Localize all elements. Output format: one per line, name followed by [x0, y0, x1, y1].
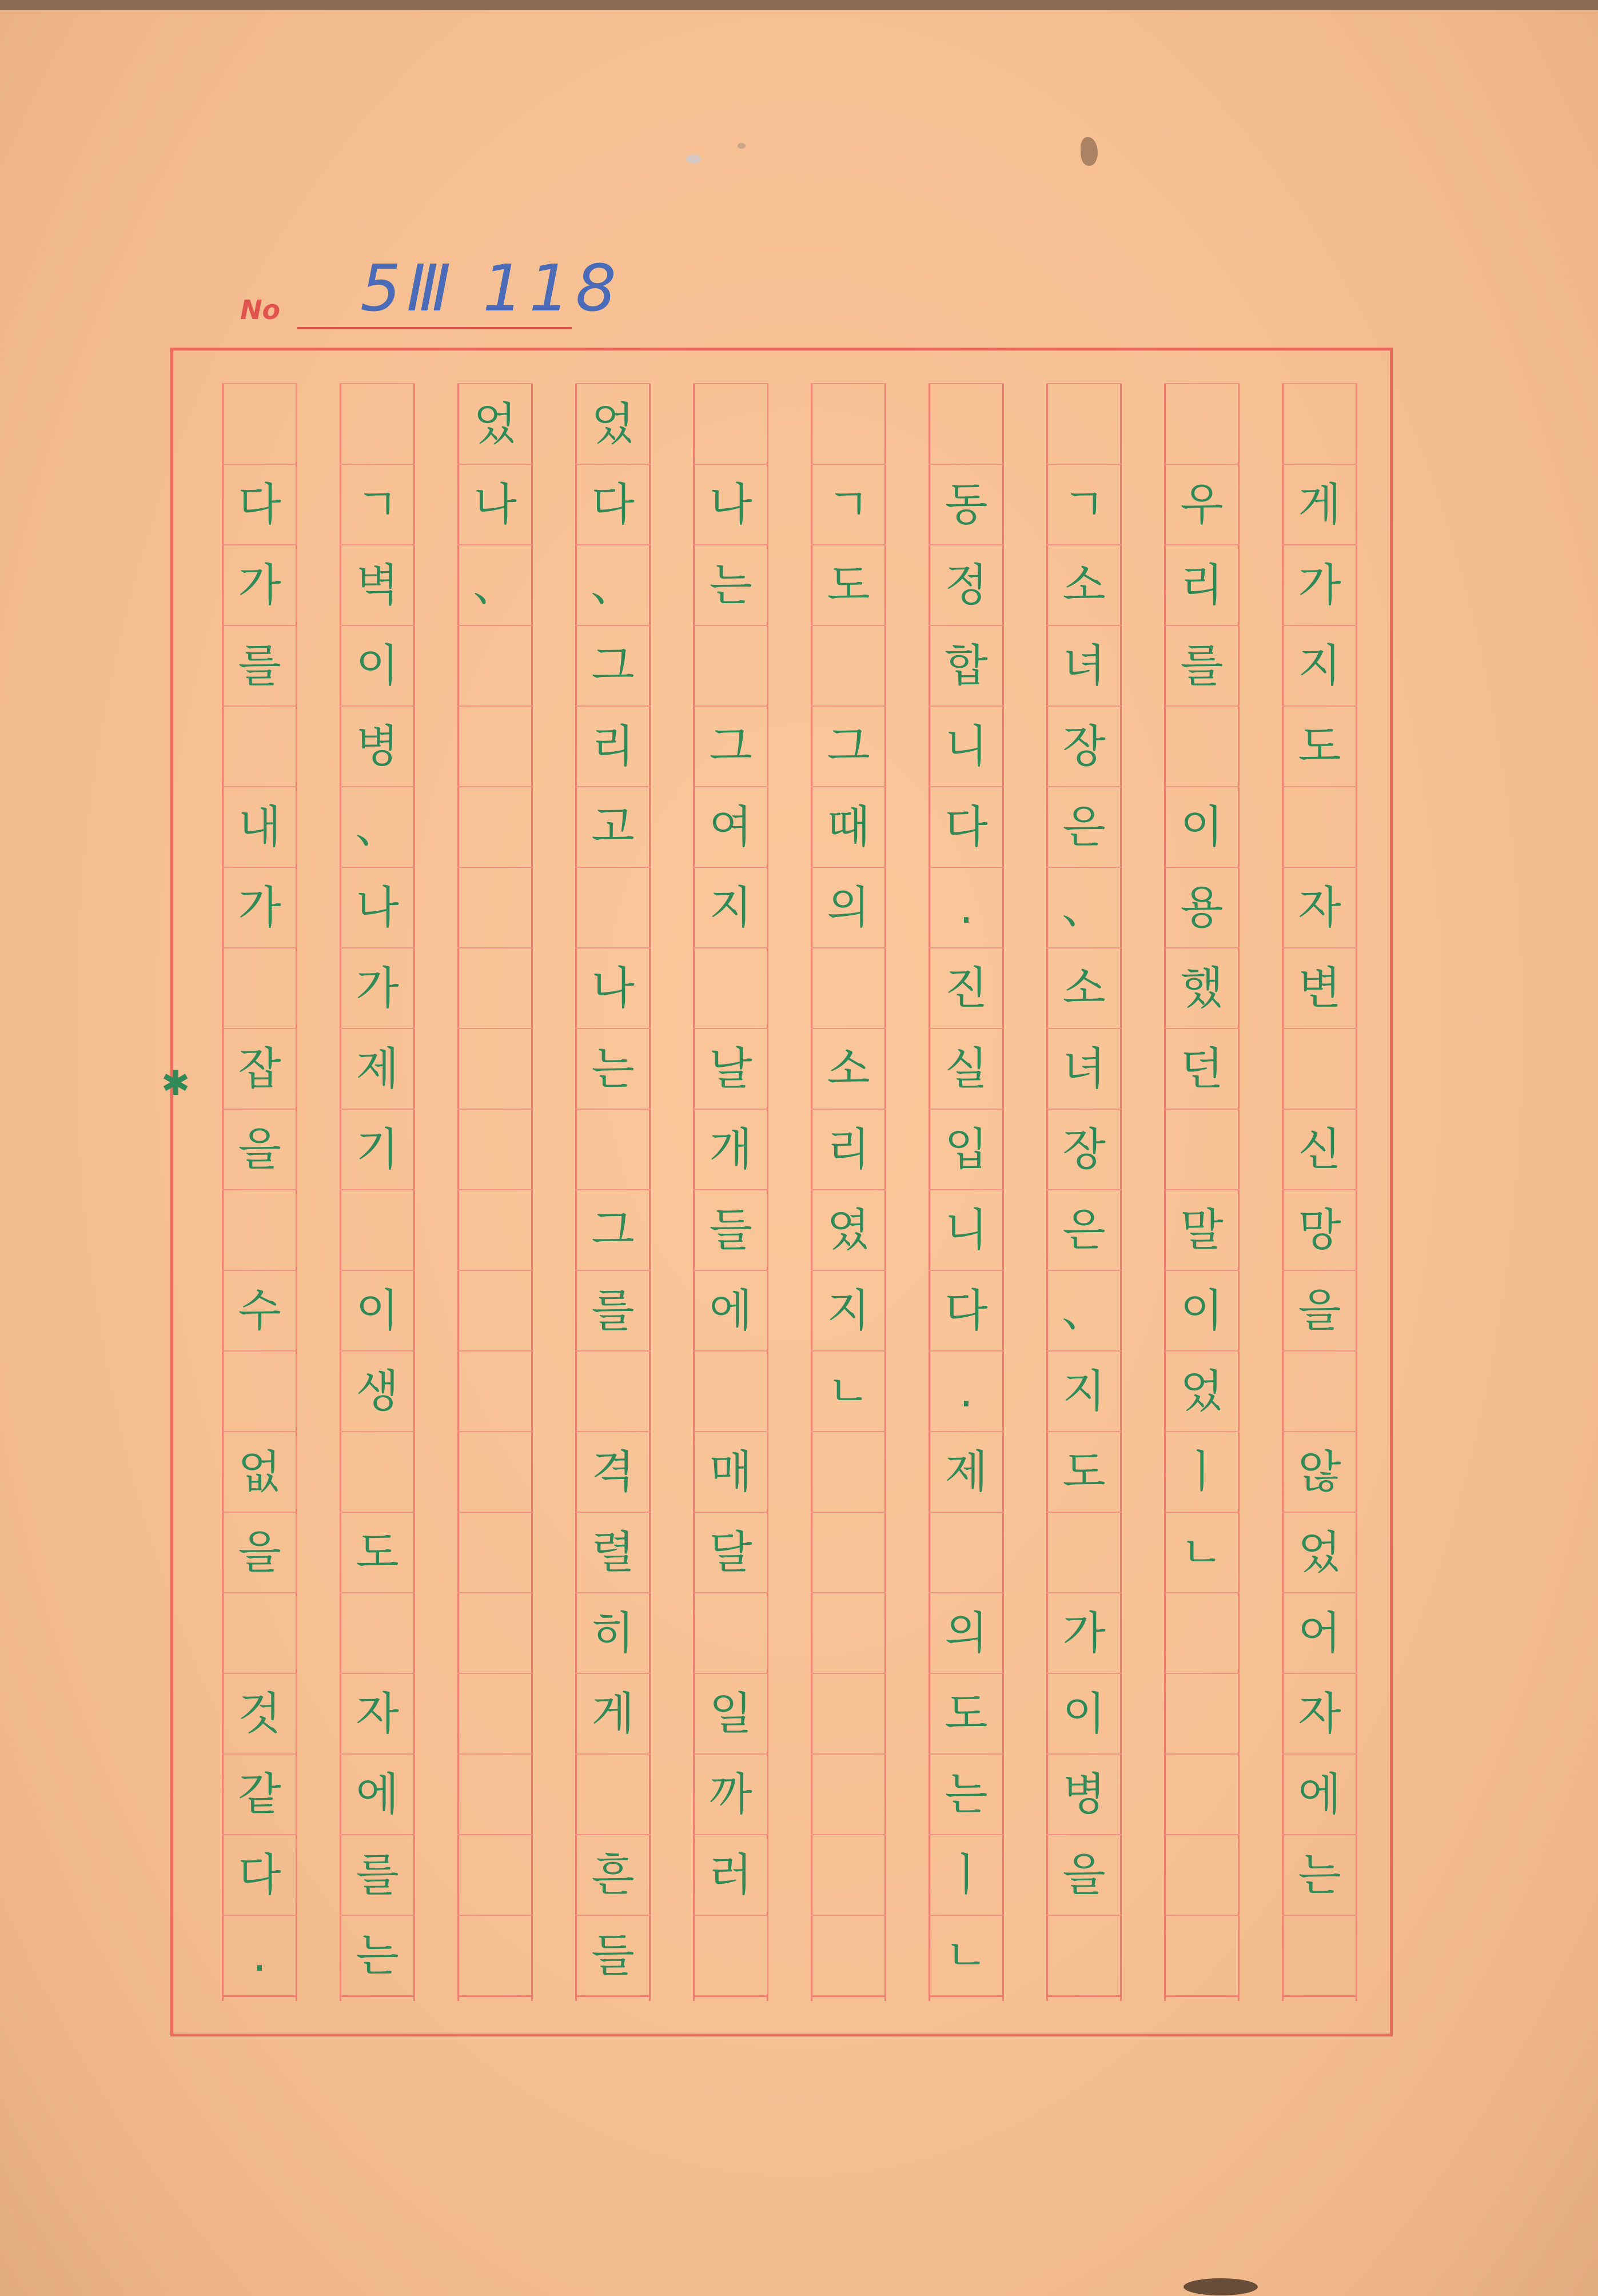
manuscript-cell: 나: [693, 464, 768, 544]
manuscript-cell: [693, 1350, 768, 1431]
manuscript-cell: 에: [340, 1753, 415, 1834]
manuscript-cell: 지: [1046, 1350, 1122, 1431]
manuscript-cell: [340, 1189, 415, 1270]
manuscript-cell: ㄴ: [1164, 1512, 1240, 1592]
manuscript-column: [575, 383, 651, 2001]
manuscript-cell: [693, 625, 768, 705]
manuscript-column: [457, 383, 533, 2001]
manuscript-cell: 의: [811, 867, 886, 947]
manuscript-cell: [575, 867, 651, 947]
manuscript-cell: [457, 1915, 533, 1995]
manuscript-cell: [340, 1592, 415, 1673]
manuscript-cell: [928, 383, 1004, 464]
manuscript-cell: [811, 383, 886, 464]
number-underline: [297, 327, 572, 329]
manuscript-cell: 이: [1046, 1673, 1122, 1753]
manuscript-column: [1282, 383, 1357, 2001]
manuscript-cell: 러: [693, 1834, 768, 1915]
manuscript-column: [928, 383, 1004, 2001]
manuscript-cell: [457, 1512, 533, 1592]
manuscript-cell: [693, 947, 768, 1028]
manuscript-cell: [1164, 1834, 1240, 1915]
manuscript-cell: [811, 1753, 886, 1834]
manuscript-cell: 생: [340, 1350, 415, 1431]
manuscript-cell: 입: [928, 1109, 1004, 1189]
manuscript-cell: [575, 1109, 651, 1189]
manuscript-cell: 매: [693, 1431, 768, 1512]
manuscript-cell: .: [928, 867, 1004, 947]
manuscript-cell: 그: [811, 705, 886, 786]
manuscript-cell: 은: [1046, 786, 1122, 867]
manuscript-cell: [1164, 705, 1240, 786]
manuscript-cell: 그: [575, 625, 651, 705]
column-bottom-rule: [693, 1995, 768, 1997]
manuscript-cell: 그: [693, 705, 768, 786]
manuscript-cell: 을: [1046, 1834, 1122, 1915]
column-bottom-rule: [457, 1995, 533, 1997]
manuscript-cell: 말: [1164, 1189, 1240, 1270]
column-bottom-rule: [1046, 1995, 1122, 1997]
manuscript-cell: 히: [575, 1592, 651, 1673]
manuscript-cell: 자: [1282, 867, 1357, 947]
manuscript-cell: [1282, 1028, 1357, 1109]
manuscript-cell: 는: [340, 1915, 415, 1995]
manuscript-cell: ㄴ: [928, 1915, 1004, 1995]
manuscript-cell: 했: [1164, 947, 1240, 1028]
manuscript-cell: 들: [575, 1915, 651, 1995]
column-bottom-rule: [928, 1995, 1004, 1997]
manuscript-cell: [811, 1592, 886, 1673]
manuscript-cell: [340, 383, 415, 464]
manuscript-cell: 제: [340, 1028, 415, 1109]
manuscript-cell: [1164, 1109, 1240, 1189]
manuscript-cell: [1164, 1753, 1240, 1834]
manuscript-cell: 도: [340, 1512, 415, 1592]
manuscript-cell: 가: [222, 544, 297, 625]
manuscript-cell: [457, 1592, 533, 1673]
manuscript-cell: [457, 705, 533, 786]
manuscript-cell: [1046, 383, 1122, 464]
manuscript-cell: 니: [928, 1189, 1004, 1270]
manuscript-cell: [457, 1109, 533, 1189]
manuscript-cell: 리: [1164, 544, 1240, 625]
manuscript-cell: 다: [222, 464, 297, 544]
manuscript-cell: 이: [340, 625, 415, 705]
manuscript-cell: 같: [222, 1753, 297, 1834]
column-bottom-rule: [1164, 1995, 1240, 1997]
manuscript-cell: 기: [340, 1109, 415, 1189]
manuscript-cell: 였: [811, 1189, 886, 1270]
manuscript-cell: [457, 625, 533, 705]
manuscript-cell: 나: [575, 947, 651, 1028]
manuscript-cell: 정: [928, 544, 1004, 625]
manuscript-cell: [575, 1350, 651, 1431]
manuscript-cell: 을: [222, 1512, 297, 1592]
manuscript-cell: ㄴ: [811, 1350, 886, 1431]
paper-speck: [686, 154, 701, 164]
manuscript-cell: 흔: [575, 1834, 651, 1915]
manuscript-cell: 자: [340, 1673, 415, 1753]
manuscript-cell: 리: [575, 705, 651, 786]
manuscript-cell: [222, 1350, 297, 1431]
manuscript-cell: [1282, 383, 1357, 464]
number-prefix: No: [240, 294, 281, 325]
manuscript-cell: 일: [693, 1673, 768, 1753]
manuscript-cell: ㄱ: [1046, 464, 1122, 544]
manuscript-cell: [1046, 1512, 1122, 1592]
manuscript-cell: 용: [1164, 867, 1240, 947]
manuscript-cell: 잡: [222, 1028, 297, 1109]
manuscript-cell: 이: [1164, 1270, 1240, 1350]
manuscript-cell: 합: [928, 625, 1004, 705]
manuscript-column: [340, 383, 415, 2001]
manuscript-cell: [340, 1431, 415, 1512]
manuscript-cell: ㅣ: [928, 1834, 1004, 1915]
manuscript-cell: 병: [340, 705, 415, 786]
manuscript-cell: 를: [1164, 625, 1240, 705]
manuscript-column: [811, 383, 886, 2001]
manuscript-cell: [1046, 1915, 1122, 1995]
margin-asterisk: ✱: [161, 1063, 190, 1103]
column-bottom-rule: [1282, 1995, 1357, 1997]
manuscript-cell: 신: [1282, 1109, 1357, 1189]
manuscript-cell: 벽: [340, 544, 415, 625]
manuscript-cell: 내: [222, 786, 297, 867]
manuscript-cell: 、: [575, 544, 651, 625]
manuscript-cell: 어: [1282, 1592, 1357, 1673]
manuscript-cell: [457, 1753, 533, 1834]
manuscript-cell: [457, 867, 533, 947]
manuscript-cell: 장: [1046, 1109, 1122, 1189]
manuscript-cell: 들: [693, 1189, 768, 1270]
manuscript-cell: 를: [575, 1270, 651, 1350]
manuscript-cell: 지: [811, 1270, 886, 1350]
manuscript-cell: 을: [1282, 1270, 1357, 1350]
manuscript-cell: 가: [340, 947, 415, 1028]
manuscript-cell: [928, 1512, 1004, 1592]
manuscript-cell: 없: [222, 1431, 297, 1512]
manuscript-cell: 그: [575, 1189, 651, 1270]
manuscript-cell: 를: [222, 625, 297, 705]
column-bottom-rule: [222, 1995, 297, 1997]
manuscript-cell: 다: [222, 1834, 297, 1915]
manuscript-cell: 에: [693, 1270, 768, 1350]
manuscript-cell: 것: [222, 1673, 297, 1753]
manuscript-cell: [575, 1753, 651, 1834]
manuscript-cell: 도: [1046, 1431, 1122, 1512]
manuscript-cell: .: [222, 1915, 297, 1995]
manuscript-cell: 도: [811, 544, 886, 625]
manuscript-cell: 는: [693, 544, 768, 625]
manuscript-cell: [222, 705, 297, 786]
manuscript-cell: 나: [457, 464, 533, 544]
manuscript-cell: 도: [1282, 705, 1357, 786]
manuscript-cell: 은: [1046, 1189, 1122, 1270]
manuscript-cell: [811, 1512, 886, 1592]
manuscript-cell: [811, 1834, 886, 1915]
manuscript-cell: ㄱ: [811, 464, 886, 544]
manuscript-cell: 녀: [1046, 1028, 1122, 1109]
manuscript-cell: [457, 1673, 533, 1753]
manuscript-cell: .: [928, 1350, 1004, 1431]
manuscript-cell: 는: [928, 1753, 1004, 1834]
manuscript-cell: [1164, 1592, 1240, 1673]
paper-speck: [738, 143, 746, 149]
manuscript-cell: [1282, 1350, 1357, 1431]
manuscript-cell: 、: [457, 544, 533, 625]
manuscript-cell: [1282, 786, 1357, 867]
manuscript-cell: 자: [1282, 1673, 1357, 1753]
manuscript-cell: 개: [693, 1109, 768, 1189]
manuscript-cell: 병: [1046, 1753, 1122, 1834]
manuscript-cell: [457, 1028, 533, 1109]
manuscript-cell: [1164, 383, 1240, 464]
manuscript-cell: 소: [811, 1028, 886, 1109]
manuscript-cell: 었: [1282, 1512, 1357, 1592]
manuscript-cell: 고: [575, 786, 651, 867]
manuscript-cell: 여: [693, 786, 768, 867]
manuscript-cell: [222, 383, 297, 464]
manuscript-cell: 、: [340, 786, 415, 867]
manuscript-cell: [811, 1431, 886, 1512]
manuscript-cell: 제: [928, 1431, 1004, 1512]
manuscript-cell: [1282, 1915, 1357, 1995]
manuscript-cell: [1164, 1915, 1240, 1995]
manuscript-cell: [457, 786, 533, 867]
manuscript-cell: [222, 1189, 297, 1270]
manuscript-cell: [457, 1834, 533, 1915]
column-bottom-rule: [811, 1995, 886, 1997]
manuscript-cell: 게: [1282, 464, 1357, 544]
manuscript-cell: 도: [928, 1673, 1004, 1753]
document-number: [240, 252, 652, 349]
column-bottom-rule: [340, 1995, 415, 1997]
manuscript-cell: 진: [928, 947, 1004, 1028]
manuscript-cell: 는: [575, 1028, 651, 1109]
manuscript-cell: 리: [811, 1109, 886, 1189]
manuscript-cell: [457, 947, 533, 1028]
manuscript-cell: 가: [1282, 544, 1357, 625]
manuscript-cell: 동: [928, 464, 1004, 544]
manuscript-cell: 다: [575, 464, 651, 544]
manuscript-cell: 니: [928, 705, 1004, 786]
manuscript-cell: [811, 625, 886, 705]
manuscript-cell: 가: [222, 867, 297, 947]
manuscript-cell: 지: [693, 867, 768, 947]
manuscript-cell: 다: [928, 786, 1004, 867]
manuscript-cell: 격: [575, 1431, 651, 1512]
manuscript-cell: [1164, 1673, 1240, 1753]
manuscript-cell: 소: [1046, 544, 1122, 625]
manuscript-cell: 변: [1282, 947, 1357, 1028]
manuscript-column: [222, 383, 297, 2001]
manuscript-cell: 는: [1282, 1834, 1357, 1915]
manuscript-cell: 던: [1164, 1028, 1240, 1109]
manuscript-cell: 수: [222, 1270, 297, 1350]
column-bottom-rule: [575, 1995, 651, 1997]
manuscript-cell: [693, 1592, 768, 1673]
manuscript-cell: [222, 947, 297, 1028]
manuscript-cell: 었: [457, 383, 533, 464]
manuscript-cell: 었: [1164, 1350, 1240, 1431]
manuscript-cell: 녀: [1046, 625, 1122, 705]
manuscript-cell: [457, 1270, 533, 1350]
manuscript-cell: 게: [575, 1673, 651, 1753]
manuscript-cell: 、: [1046, 1270, 1122, 1350]
manuscript-cell: 에: [1282, 1753, 1357, 1834]
manuscript-cell: 실: [928, 1028, 1004, 1109]
manuscript-cell: 장: [1046, 705, 1122, 786]
manuscript-cell: 지: [1282, 625, 1357, 705]
manuscript-cell: 때: [811, 786, 886, 867]
manuscript-cell: 이: [1164, 786, 1240, 867]
manuscript-cell: 이: [340, 1270, 415, 1350]
manuscript-cell: 、: [1046, 867, 1122, 947]
paper-speck: [1081, 137, 1098, 166]
manuscript-cell: 렬: [575, 1512, 651, 1592]
number-value: 5Ⅲ 118: [360, 252, 622, 326]
manuscript-cell: ㅣ: [1164, 1431, 1240, 1512]
manuscript-cell: 를: [340, 1834, 415, 1915]
manuscript-cell: 우: [1164, 464, 1240, 544]
manuscript-cell: [811, 1915, 886, 1995]
top-edge-band: [0, 0, 1598, 10]
paper-speck: [1183, 2278, 1258, 2295]
manuscript-cell: ㄱ: [340, 464, 415, 544]
manuscript-cell: 나: [340, 867, 415, 947]
manuscript-cell: [457, 1350, 533, 1431]
manuscript-cell: 망: [1282, 1189, 1357, 1270]
manuscript-cell: 까: [693, 1753, 768, 1834]
manuscript-cell: [457, 1431, 533, 1512]
manuscript-cell: 가: [1046, 1592, 1122, 1673]
manuscript-cell: [693, 1915, 768, 1995]
manuscript-cell: 을: [222, 1109, 297, 1189]
manuscript-cell: 소: [1046, 947, 1122, 1028]
manuscript-cell: 날: [693, 1028, 768, 1109]
manuscript-cell: [693, 383, 768, 464]
manuscript-column: [693, 383, 768, 2001]
manuscript-cell: [222, 1592, 297, 1673]
manuscript-cell: 다: [928, 1270, 1004, 1350]
manuscript-cell: [811, 947, 886, 1028]
manuscript-cell: 의: [928, 1592, 1004, 1673]
manuscript-cell: 달: [693, 1512, 768, 1592]
manuscript-column: [1164, 383, 1240, 2001]
manuscript-cell: 었: [575, 383, 651, 464]
manuscript-cell: [811, 1673, 886, 1753]
manuscript-column: [1046, 383, 1122, 2001]
manuscript-cell: [457, 1189, 533, 1270]
manuscript-cell: 않: [1282, 1431, 1357, 1512]
